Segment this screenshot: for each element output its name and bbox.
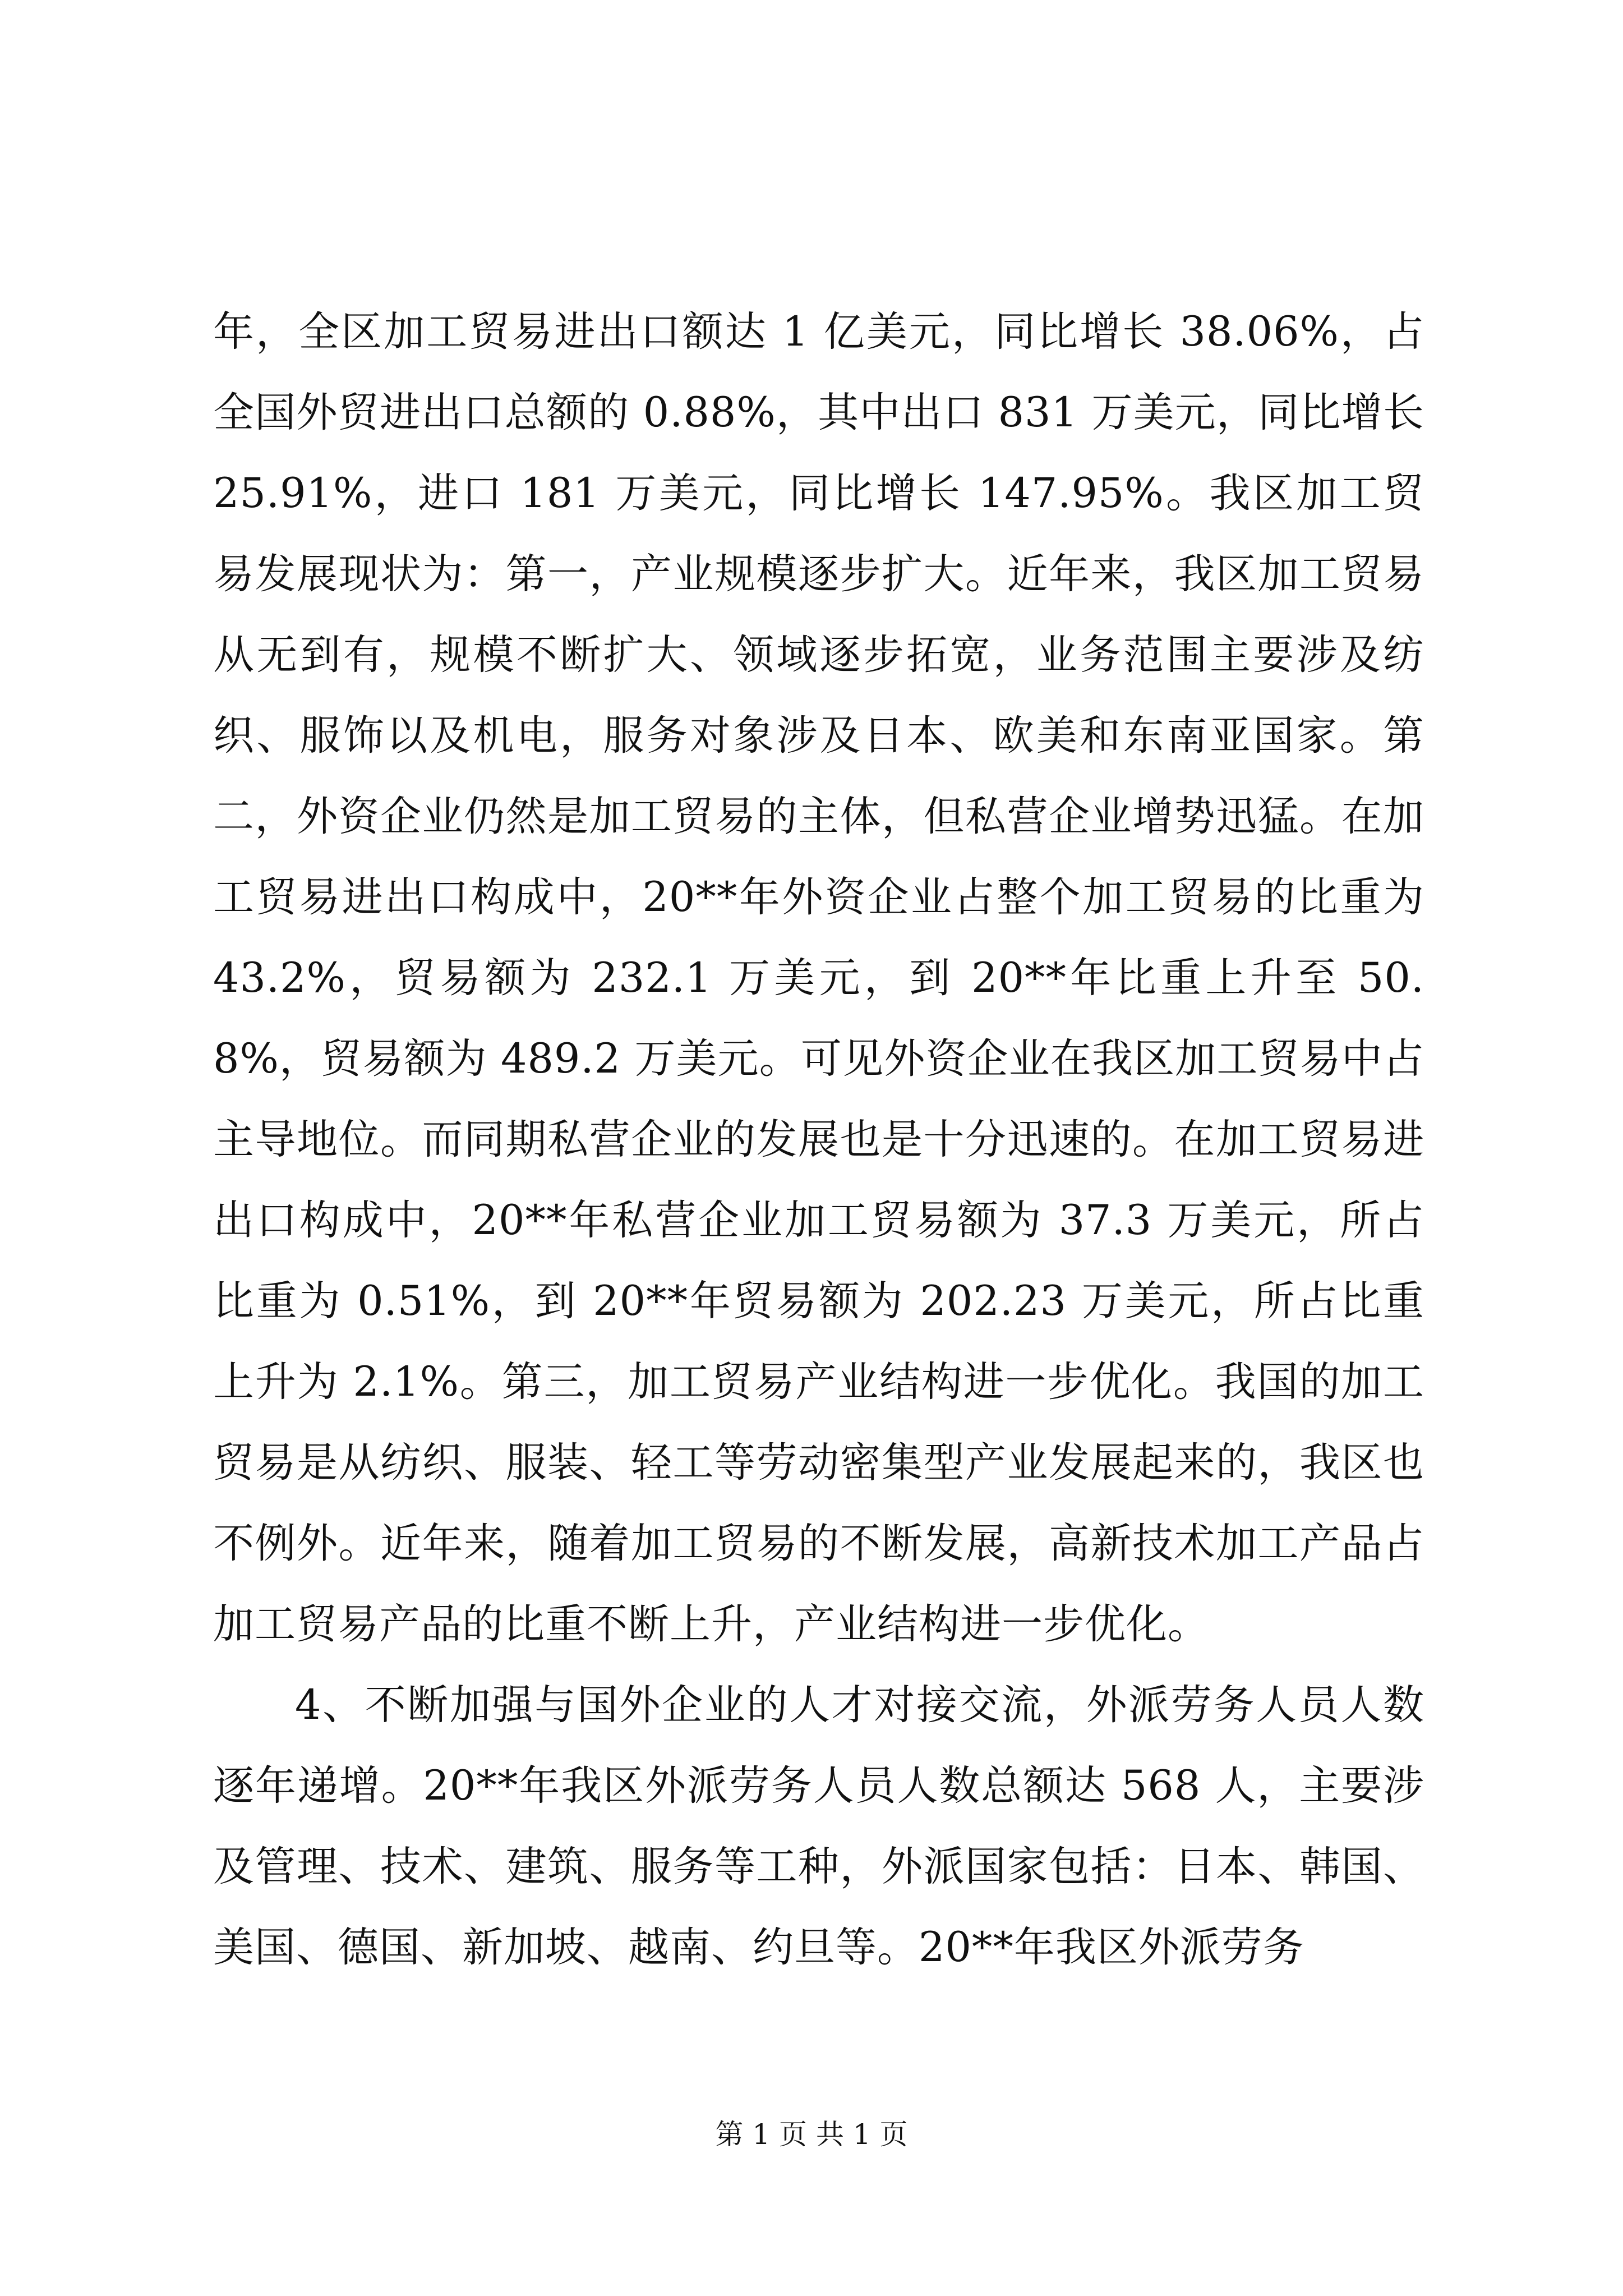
paragraph-processing-trade: 年，全区加工贸易进出口额达 1 亿美元，同比增长 38.06%，占全国外贸进出口总额的 0.88%，其中出口 831 万美元，同比增长 25.91%，进口 181 万美元，同比增长 147.95%。我区加工贸易发展现状为：第一，产业规模逐步扩大。近年来，我区加工贸易从无到有，规模不断扩大、领域逐步拓宽，业务范围主要涉及纺织、服饰以及机电，服务对象涉及日本、欧美和东南亚国家。第二，外资企业仍然是加工贸易的主体，但私营企业增势迅猛。在加工贸易进出口构成中，20**年外资企业占整个加工贸易的比重为 43.2%，贸易额为 232.1 万美元，到 20**年比重上升至 50.8%，贸易额为 489.2 万美元。可见外资企业在我区加工贸易中占主导地位。而同期私营企业的发展也是十分迅速的。在加工贸易进出口构成中，20**年私营企业加工贸易额为 37.3 万美元，所占比重为 0.51%，到 20**年贸易额为 202.23 万美元，所占比重上升为 2.1%。第三，加工贸易产业结构进一步优化。我国的加工贸易是从纺织、服装、轻工等劳动密集型产业发展起来的，我区也不例外。近年来，随着加工贸易的不断发展，高新技术加工产品占加工贸易产品的比重不断上升，产业结构进一步优化。: [213, 308, 1424, 1648]
document-body: [213, 292, 1424, 1988]
page-footer: 第 1 页 共 1 页: [715, 2118, 908, 2151]
paragraph-labor-export: 4、不断加强与国外企业的人才对接交流，外派劳务人员人数逐年递增。20**年我区外派劳务人员人数总额达 568 人，主要涉及管理、技术、建筑、服务等工种，外派国家包括：日本、韩国、美国、德国、新加坡、越南、约旦等。20**年我区外派劳务: [213, 1681, 1424, 1971]
